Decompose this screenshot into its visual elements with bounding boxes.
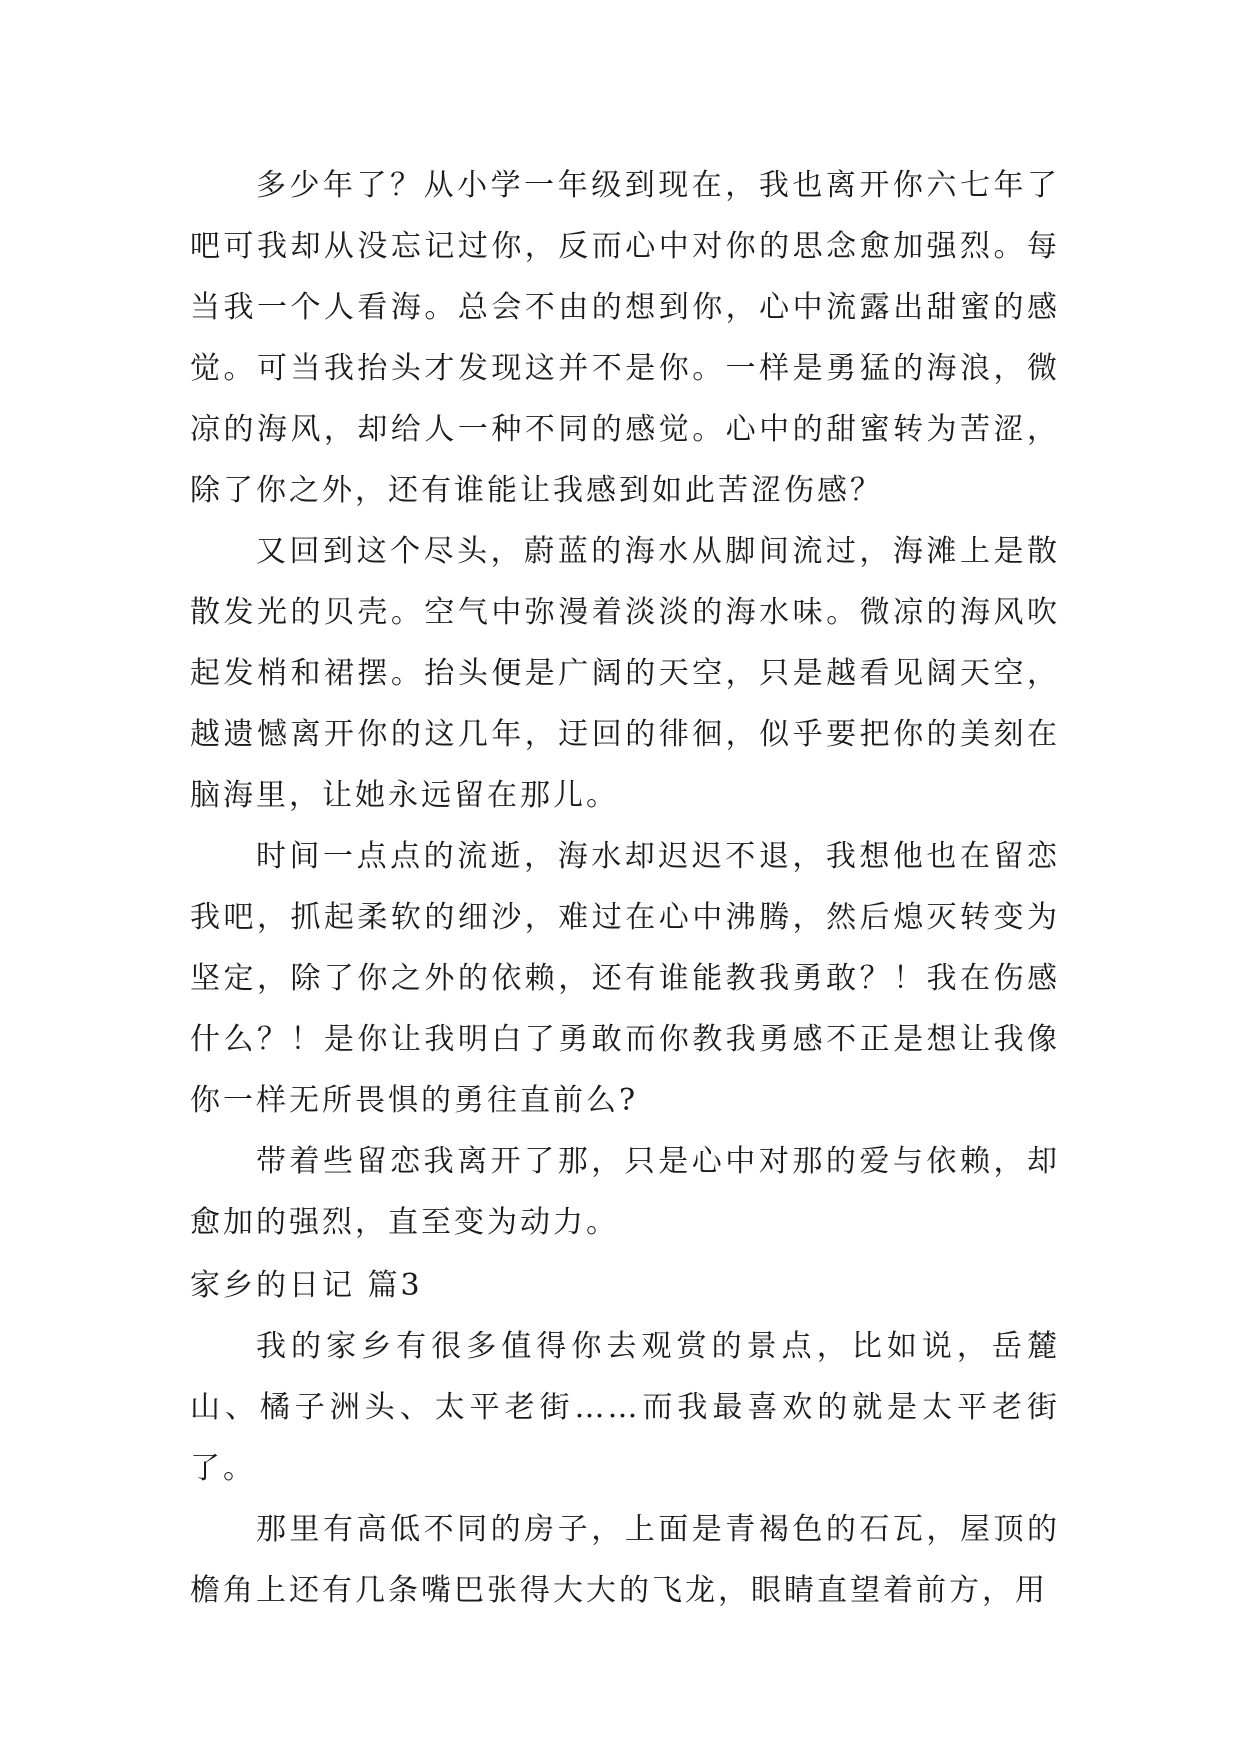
paragraph: 我的家乡有很多值得你去观赏的景点，比如说，岳麓山、橘子洲头、太平老街……而我最喜欢的就是太平老街了。 <box>190 1329 1060 1486</box>
paragraph: 又回到这个尽头，蔚蓝的海水从脚间流过，海滩上是散散发光的贝壳。空气中弥漫着淡淡的海水味。微凉的海风吹起发梢和裙摆。抬头便是广阔的天空，只是越看见阔天空，越遗憾离开你的这几年，迂回的徘徊，似乎要把你的美刻在脑海里，让她永远留在那儿。 <box>190 534 1060 813</box>
paragraph: 多少年了？从小学一年级到现在，我也离开你六七年了吧可我却从没忘记过你，反而心中对你的思念愈加强烈。每当我一个人看海。总会不由的想到你，心中流露出甜蜜的感觉。可当我抬头才发现这并不是你。一样是勇猛的海浪，微凉的海风，却给人一种不同的感觉。心中的甜蜜转为苦涩，除了你之外，还有谁能让我感到如此苦涩伤感？ <box>190 168 1060 508</box>
paragraph: 带着些留恋我离开了那，只是心中对那的爱与依赖，却愈加的强烈，直至变为动力。 <box>190 1144 1060 1240</box>
paragraph: 那里有高低不同的房子，上面是青褐色的石瓦，屋顶的檐角上还有几条嘴巴张得大大的飞龙，眼睛直望着前方，用 <box>190 1512 1060 1608</box>
body-text-upper <box>190 155 1060 1253</box>
body-text-lower <box>190 1316 1060 1621</box>
section-heading: 家乡的日记 篇3 <box>190 1268 423 1303</box>
paragraph: 时间一点点的流逝，海水却迟迟不退，我想他也在留恋我吧，抓起柔软的细沙，难过在心中沸腾，然后熄灭转变为坚定，除了你之外的依赖，还有谁能教我勇敢？！我在伤感什么？！是你让我明白了勇敢而你教我勇感不正是想让我像你一样无所畏惧的勇往直前么? <box>190 839 1060 1118</box>
